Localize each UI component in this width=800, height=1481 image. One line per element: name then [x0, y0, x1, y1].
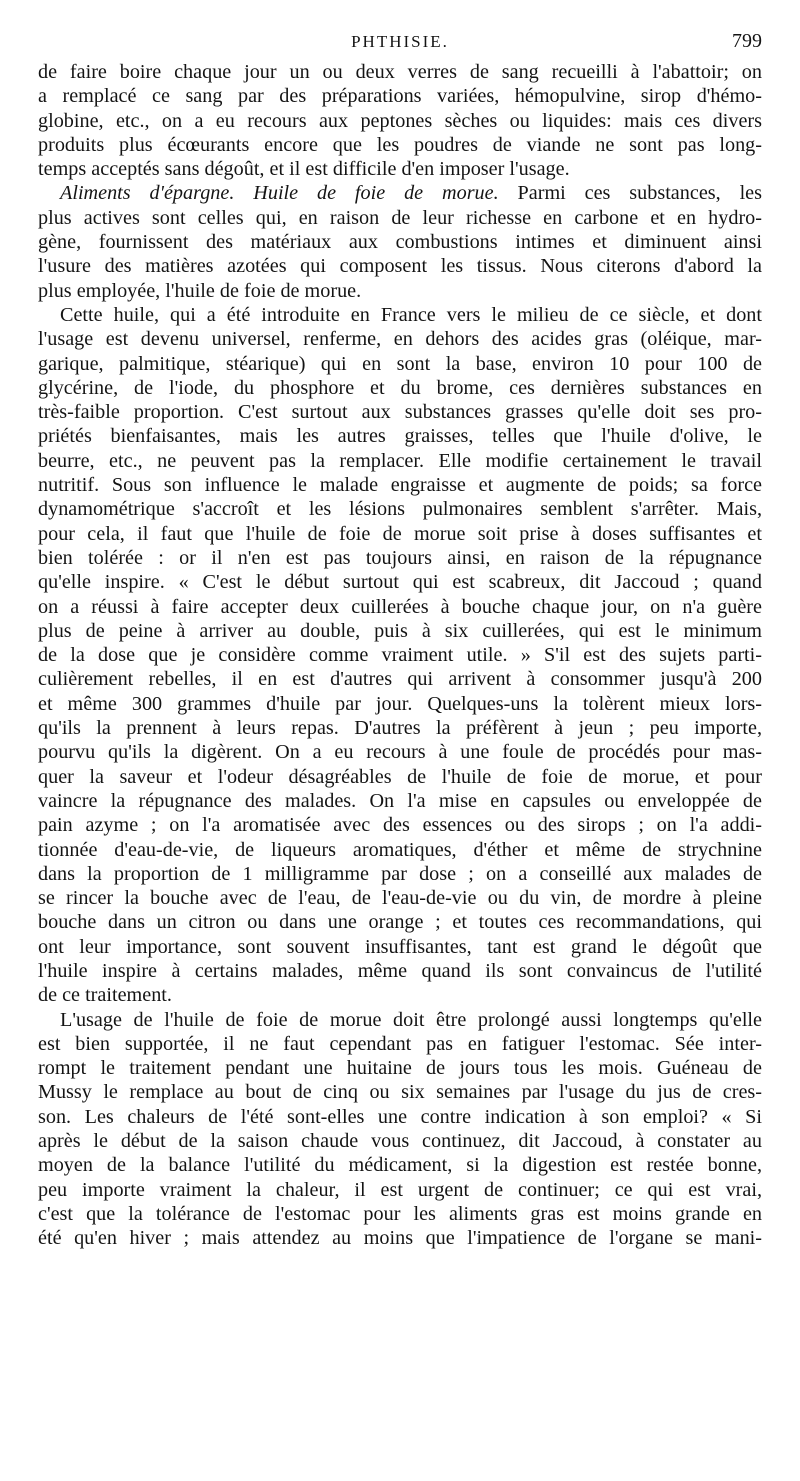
line-text: l'huile inspire à certains malades, même quand ils sont convaincus de l'utilité — [38, 959, 762, 982]
text-line — [38, 60, 762, 84]
text-line — [38, 230, 762, 254]
line-text: et même 300 grammes d'huile par jour. Quelques-uns la tolèrent mieux lors- — [38, 692, 762, 715]
line-text: culièrement rebelles, il en est d'autres qui arrivent à consommer jusqu'à 200 — [38, 668, 762, 691]
line-text: bien tolérée : or il n'en est pas toujours ainsi, en raison de la répugnance — [38, 546, 762, 569]
text-line — [38, 619, 762, 643]
text-line — [38, 449, 762, 473]
line-text: pour cela, il faut que l'huile de foie de morue soit prise à doses suffisantes et — [38, 522, 762, 545]
line-text: pourvu qu'ils la digèrent. On a eu recours à une foule de procédés pour mas- — [38, 741, 762, 764]
line-text: rompt le traitement pendant une huitaine de jours tous les mois. Guéneau de — [38, 1057, 762, 1080]
line-text: se rincer la bouche avec de l'eau, de l'eau-de-vie ou du vin, de mordre à pleine — [38, 887, 762, 910]
line-text: été qu'en hiver ; mais attendez au moins que l'impatience de l'organe se mani- — [38, 1227, 762, 1250]
line-text: vaincre la répugnance des malades. On l'a mise en capsules ou enveloppée de — [38, 789, 762, 812]
line-text: peu importe vraiment la chaleur, il est urgent de continuer; ce qui est vrai, — [38, 1178, 762, 1201]
line-text: globine, etc., on a eu recours aux peptones sèches ou liquides: mais ces divers — [38, 109, 762, 132]
text-line — [38, 1056, 762, 1080]
text-line — [38, 303, 762, 327]
running-title: PHTHISIE. — [351, 32, 449, 51]
text-line — [38, 84, 762, 108]
line-text: qu'ils la prennent à leurs repas. D'autres la préfèrent à jeun ; peu importe, — [38, 717, 762, 740]
text-line — [38, 862, 762, 886]
line-text: temps acceptés sans dégoût, et il est difficile d'en imposer l'usage. — [38, 158, 570, 181]
line-text: Parmi ces substances, les — [498, 182, 762, 205]
line-text: dans la proportion de 1 milligramme par dose ; on a conseillé aux malades de — [38, 862, 762, 885]
line-text: est bien supportée, il ne faut cependant pas en fatiguer l'estomac. Sée inter- — [38, 1032, 762, 1055]
text-line — [38, 838, 762, 862]
text-line — [38, 133, 762, 157]
line-text: de la dose que je considère comme vraiment utile. » S'il est des sujets parti- — [38, 644, 762, 667]
line-text: glycérine, de l'iode, du phosphore et du brome, ces dernières substances en — [38, 376, 762, 399]
line-text: l'usage est devenu universel, renferme, en dehors des acides gras (oléique, mar- — [38, 328, 762, 351]
text-line — [38, 935, 762, 959]
text-line — [38, 789, 762, 813]
text-line — [38, 667, 762, 691]
line-text: plus de peine à arriver au double, puis à six cuillerées, qui est le minimum — [38, 619, 762, 642]
line-text: produits plus écœurants encore que les poudres de viande ne sont pas long- — [38, 133, 762, 156]
text-line — [38, 473, 762, 497]
line-text: beurre, etc., ne peuvent pas la remplacer. Elle modifie certainement le travail — [38, 449, 762, 472]
text-line — [38, 254, 762, 278]
text-line — [38, 910, 762, 934]
text-line — [38, 740, 762, 764]
line-text: Cette huile, qui a été introduite en France vers le milieu de ce siècle, et dont — [60, 303, 762, 326]
text-line — [38, 595, 762, 619]
text-line — [38, 376, 762, 400]
line-text: de ce traitement. — [38, 984, 172, 1007]
text-line — [38, 716, 762, 740]
line-text: moyen de la balance l'utilité du médicament, si la digestion est restée bonne, — [38, 1154, 762, 1177]
text-line — [38, 813, 762, 837]
text-line — [38, 109, 762, 133]
text-line — [38, 1105, 762, 1129]
page-number: 799 — [732, 30, 762, 52]
line-text: ont leur importance, sont souvent insuffisantes, tant est grand le dégoût que — [38, 935, 762, 958]
text-line — [38, 327, 762, 351]
text-line — [38, 643, 762, 667]
text-line — [38, 1153, 762, 1177]
text-line — [38, 983, 762, 1007]
line-text: gène, fournissent des matériaux aux combustions intimes et diminuent ainsi — [38, 231, 762, 254]
running-head — [38, 30, 762, 56]
text-line — [38, 886, 762, 910]
body-text — [38, 60, 762, 1251]
text-line — [38, 1008, 762, 1032]
line-text: priétés bienfaisantes, mais les autres graisses, telles que l'huile d'olive, le — [38, 425, 762, 448]
text-line — [38, 400, 762, 424]
text-line — [38, 692, 762, 716]
text-line — [38, 546, 762, 570]
text-line — [38, 1226, 762, 1250]
line-text: plus employée, l'huile de foie de morue. — [38, 279, 362, 302]
text-line — [38, 181, 762, 205]
text-line — [38, 497, 762, 521]
text-line — [38, 1032, 762, 1056]
text-line — [38, 1178, 762, 1202]
line-text: après le début de la saison chaude vous continuez, dit Jaccoud, à constater au — [38, 1130, 762, 1153]
line-text: dynamométrique s'accroît et les lésions pulmonaires semblent s'arrêter. Mais, — [38, 498, 762, 521]
line-text: bouche dans un citron ou dans une orange ; et toutes ces recommandations, qui — [38, 911, 762, 934]
line-text: on a réussi à faire accepter deux cuillerées à bouche chaque jour, on n'a guère — [38, 595, 762, 618]
text-line — [38, 570, 762, 594]
line-text: c'est que la tolérance de l'estomac pour les aliments gras est moins grande en — [38, 1202, 762, 1225]
line-text: plus actives sont celles qui, en raison de leur richesse en carbone et en hydro- — [38, 206, 762, 229]
text-line — [38, 1202, 762, 1226]
line-text: qu'elle inspire. « C'est le début surtout qui est scabreux, dit Jaccoud ; quand — [38, 571, 762, 594]
line-text: de faire boire chaque jour un ou deux verres de sang recueilli à l'abattoir; on — [38, 61, 762, 83]
text-line — [38, 206, 762, 230]
text-line — [38, 1129, 762, 1153]
text-line — [38, 157, 762, 181]
line-text: pain azyme ; on l'a aromatisée avec des essences ou des sirops ; on l'a addi- — [38, 814, 762, 837]
text-line — [38, 1080, 762, 1104]
line-text: nutritif. Sous son influence le malade engraisse et augmente de poids; sa force — [38, 474, 762, 497]
italic-heading: Aliments d'épargne. Huile de foie de morue. — [60, 182, 499, 205]
text-line — [38, 424, 762, 448]
line-text: son. Les chaleurs de l'été sont-elles une contre indication à son emploi? « Si — [38, 1105, 762, 1128]
text-line — [38, 279, 762, 303]
line-text: tionnée d'eau-de-vie, de liqueurs aromatiques, d'éther et même de strychnine — [38, 838, 762, 861]
line-text: quer la saveur et l'odeur désagréables de l'huile de foie de morue, et pour — [38, 765, 762, 788]
line-text: l'usure des matières azotées qui composent les tissus. Nous citerons d'abord la — [38, 255, 762, 278]
line-text: Mussy le remplace au bout de cinq ou six semaines par l'usage du jus de cres- — [38, 1081, 762, 1104]
text-line — [38, 765, 762, 789]
line-text: très-faible proportion. C'est surtout aux substances grasses qu'elle doit ses pro- — [38, 401, 762, 424]
line-text: garique, palmitique, stéarique) qui en sont la base, environ 10 pour 100 de — [38, 352, 762, 375]
text-line — [38, 959, 762, 983]
line-text: a remplacé ce sang par des préparations variées, hémopulvine, sirop d'hémo- — [38, 85, 762, 108]
line-text: L'usage de l'huile de foie de morue doit être prolongé aussi longtemps qu'elle — [60, 1008, 762, 1031]
text-line — [38, 522, 762, 546]
text-line — [38, 352, 762, 376]
